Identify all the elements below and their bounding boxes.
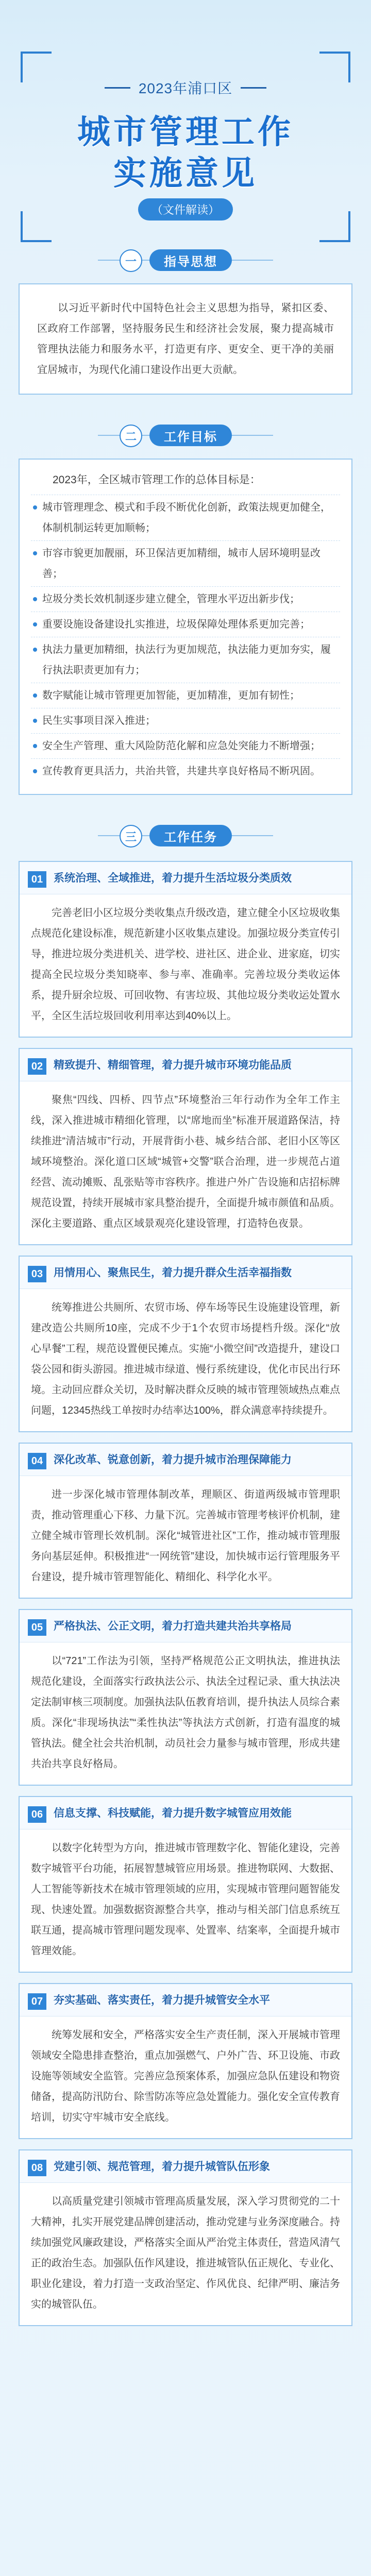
task-number: 01	[28, 871, 46, 888]
task-number: 02	[28, 1058, 46, 1075]
task-card-07	[19, 1983, 352, 2139]
section-title: 指导思想	[149, 249, 232, 271]
section-title: 工作任务	[149, 825, 232, 846]
goal-text: 民生实事项目深入推进；	[42, 715, 156, 726]
bullet-dot-icon	[33, 505, 37, 510]
task-text: 统筹推进公共厕所、农贸市场、停车场等民生设施建设管理，新建改造公共厕所10座，完成不少于1个农贸市场提档升级。深化“放心早餐”工程，规范设置便民摊点。实施“小微空间”改造提升，建设口袋公园和街头游园。推进城市绿道、慢行系统建设，优化市民出行环境。主动回应群众关切，及时解决群众反映的城市管理领域热点难点问题，12345热线工单按时办结率达100%，群众满意率持续提升。	[31, 1302, 340, 1416]
goal-item	[31, 540, 340, 586]
goal-text: 安全生产管理、重大风险防范化解和应急处突能力不断增强；	[42, 740, 321, 752]
goals-card	[19, 459, 352, 795]
goal-item	[31, 733, 340, 758]
task-card-04	[19, 1443, 352, 1599]
section-number: 三	[120, 825, 142, 848]
task-text: 以高质量党建引领城市管理高质量发展，深入学习贯彻党的二十大精神，扎实开展党建品牌创建活动，推动党建与业务深度融合。持续加强党风廉政建设，严格落实全面从严治党主体责任，营造风清气正的政治生态。加强队伍作风建设，推进城管队伍正规化、专业化、职业化建设，着力打造一支政治坚定、作风优良、纪律严明、廉洁务实的城管队伍。	[31, 2196, 340, 2310]
task-card-05	[19, 1609, 352, 1786]
dash-right	[241, 87, 266, 89]
task-title: 严格执法、公正文明，着力打造共建共治共享格局	[54, 1620, 292, 1632]
task-text: 以数字化转型为方向，推进城市管理数字化、智能化建设，完善数字城管平台功能，拓展智慧城管应用场景。推进物联网、大数据、人工智能等新技术在城市管理领域的应用，实现城市管理问题智能发现、快速处置。加强数据资源整合共享，推动与相关部门信息系统互联互通，提高城市管理问题发现率、处置率、结案率，全面提升城市管理效能。	[31, 1842, 340, 1957]
task-body	[20, 894, 351, 1037]
document-tag: （文件解读）	[138, 198, 233, 221]
task-body	[20, 1829, 351, 1972]
task-body	[20, 1642, 351, 1785]
task-text: 完善老旧小区垃圾分类收集点升级改造，建立健全小区垃圾收集点规范化建设标准，规范新建小区收集点建设。加强垃圾分类宣传引导，推进垃圾分类进机关、进学校、进社区、进企业、进家庭，切实提高全民垃圾分类知晓率、参与率、准确率。完善垃圾分类收运体系，提升厨余垃圾、可回收物、有害垃圾、其他垃圾分类收运处置水平，全区生活垃圾回收利用率达到40%以上。	[31, 907, 340, 1022]
task-header	[20, 1049, 351, 1081]
task-header	[20, 1984, 351, 2016]
task-header	[20, 1257, 351, 1289]
task-body	[20, 2016, 351, 2138]
bullet-dot-icon	[33, 693, 37, 698]
section-number: 二	[120, 425, 142, 447]
task-card-06	[19, 1796, 352, 1973]
year-title: 2023年浦口区	[138, 80, 233, 96]
goal-text: 垃圾分类长效机制逐步建立健全，管理水平迈出新步伐；	[42, 594, 300, 605]
frame-corner-bottom-left	[21, 211, 52, 242]
task-number: 07	[28, 1993, 46, 2010]
frame-corner-bottom-right	[319, 211, 350, 242]
task-title: 精致提升、精细管理，着力提升城市环境功能品质	[54, 1059, 292, 1071]
goal-item	[31, 708, 340, 733]
section-title: 工作目标	[149, 425, 232, 446]
task-title: 信息支撑、科技赋能，着力提升数字城管应用效能	[54, 1807, 292, 1819]
goal-text: 重要设施设备建设扎实推进，垃圾保障处理体系更加完善；	[42, 619, 310, 630]
section-number: 一	[120, 249, 142, 272]
goal-text: 宣传教育更具活力，共治共管，共建共享良好格局不断巩固。	[42, 766, 321, 777]
goal-text: 城市管理理念、模式和手段不断优化创新，政策法规更加健全，体制机制运转更加顺畅；	[42, 502, 331, 534]
bullet-dot-icon	[33, 648, 37, 652]
task-title: 夯实基础、落实责任，着力提升城管安全水平	[54, 1994, 270, 2006]
main-title-line1: 城市管理工作	[77, 113, 294, 150]
task-body	[20, 2183, 351, 2325]
goal-item	[31, 612, 340, 637]
goal-item	[31, 586, 340, 612]
task-header	[20, 862, 351, 894]
goals-intro: 2023年，全区城市管理工作的总体目标是：	[53, 474, 261, 486]
task-number: 06	[28, 1806, 46, 1823]
task-number: 03	[28, 1266, 46, 1282]
guide-text: 以习近平新时代中国特色社会主义思想为指导，紧扣区委、区政府工作部署，坚持服务民生和经济社会发展，聚力提高城市管理执法能力和服务水平，打造更有序、更安全、更干净的美丽宜居城市，为现代化浦口建设作出更大贡献。	[37, 302, 334, 376]
task-title: 党建引领、规范管理，着力提升城管队伍形象	[54, 2161, 270, 2173]
task-number: 04	[28, 1453, 46, 1469]
task-header	[20, 2150, 351, 2183]
task-header	[20, 1797, 351, 1829]
task-text: 统筹发展和安全，严格落实安全生产责任制，深入开展城市管理领域安全隐患排查整治，重点加强燃气、户外广告、环卫设施、市政设施等领域安全监管。完善应急预案体系，加强应急队伍建设和物资储备，提高防汛防台、除雪防冻等应急处置能力。强化安全宣传教育培训，切实守牢城市安全底线。	[31, 2029, 340, 2123]
task-title: 深化改革、锐意创新，着力提升城市治理保障能力	[54, 1454, 292, 1466]
goal-item	[31, 683, 340, 708]
task-text: 进一步深化城市管理体制改革，理顺区、街道两级城市管理职责，推动管理重心下移、力量下沉。完善城市管理考核评价机制，建立健全城市管理长效机制。深化“城管进社区”工作，推动城市管理服务向基层延伸。积极推进“一网统管”建设，加快城市运行管理服务平台建设，提升城市管理智能化、精细化、科学化水平。	[31, 1489, 340, 1583]
section-heading-tasks	[0, 818, 371, 854]
header	[0, 0, 371, 242]
task-number: 08	[28, 2160, 46, 2176]
task-number: 05	[28, 1619, 46, 1636]
bullet-dot-icon	[33, 551, 37, 555]
bullet-dot-icon	[33, 622, 37, 626]
bullet-dot-icon	[33, 769, 37, 773]
task-card-03	[19, 1256, 352, 1432]
task-text: 聚焦“四线、四桥、四节点”环境整治三年行动作为全年工作主线，深入推进城市精细化管理，以“席地而坐”标准开展道路保洁，持续推进“清洁城市”行动，开展背街小巷、城乡结合部、老旧小区等区域环境整治。深化道口区域“城管+交警”联合治理，进一步规范占道经营、流动摊贩、乱张贴等市容秩序。推进户外广告设施和店招标牌规范设置，持续开展城市家具整治提升，全面提升城市颜值和品质。深化主要道路、重点区域景观亮化建设管理，打造特色夜景。	[31, 1094, 340, 1229]
section-heading-goals	[0, 417, 371, 453]
goal-item	[31, 637, 340, 683]
main-title-line2: 实施意见	[113, 155, 258, 192]
guide-card	[19, 283, 352, 395]
goal-text: 执法力量更加精细，执法行为更加规范，执法能力更加夯实，履行执法职责更加有力；	[42, 644, 331, 676]
year-title-row	[0, 77, 371, 98]
bullet-dot-icon	[33, 719, 37, 723]
task-body	[20, 1081, 351, 1244]
dash-left	[105, 87, 130, 89]
task-text: 以“721”工作法为引领，坚持严格规范公正文明执法，推进执法规范化建设，全面落实行政执法公示、执法全过程记录、重大执法决定法制审核三项制度。加强执法队伍教育培训，提升执法人员综合素质。深化“非现场执法”“柔性执法”等执法方式创新，打造有温度的城管执法。健全社会共治机制，动员社会力量参与城市管理，形成共建共治共享良好格局。	[31, 1655, 340, 1770]
goal-item	[31, 758, 340, 784]
section-heading-guide	[0, 242, 371, 278]
goal-item	[31, 495, 340, 540]
goal-text: 数字赋能让城市管理更加智能，更加精准，更加有韧性；	[42, 690, 300, 701]
bullet-dot-icon	[33, 597, 37, 601]
task-card-08	[19, 2149, 352, 2326]
task-card-01	[19, 861, 352, 1038]
task-header	[20, 1610, 351, 1642]
task-title: 用情用心、聚焦民生，着力提升群众生活幸福指数	[54, 1267, 292, 1279]
task-header	[20, 1444, 351, 1476]
task-body	[20, 1289, 351, 1431]
bullet-dot-icon	[33, 744, 37, 748]
task-title: 系统治理、全域推进，着力提升生活垃圾分类质效	[54, 872, 292, 884]
task-card-02	[19, 1048, 352, 1245]
goal-text: 市容市貌更加靓丽，环卫保洁更加精细，城市人居环境明显改善；	[42, 548, 321, 580]
task-body	[20, 1476, 351, 1598]
